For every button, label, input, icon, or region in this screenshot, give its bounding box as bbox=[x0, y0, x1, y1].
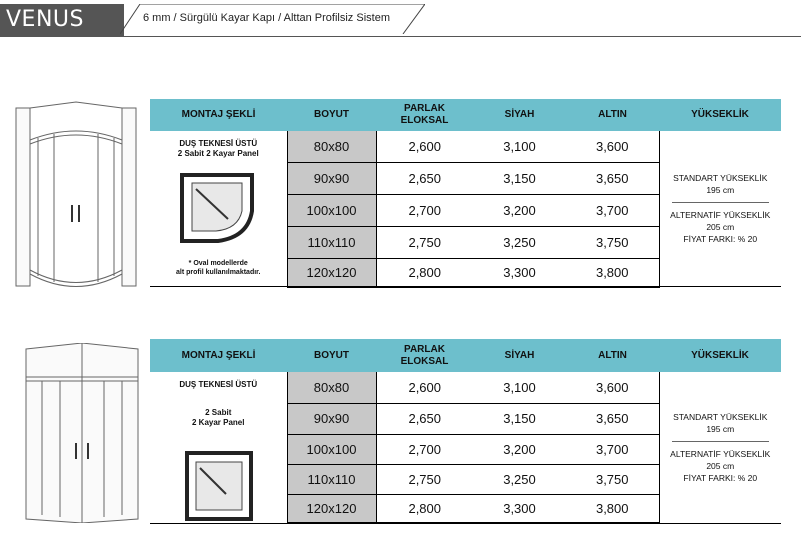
size-cell: 100x100 bbox=[287, 195, 376, 227]
brand-label: VENUS bbox=[0, 4, 124, 36]
subtitle: 6 mm / Sürgülü Kayar Kapı / Alttan Profilsiz Sistem bbox=[143, 12, 390, 24]
size-cell: 120x120 bbox=[287, 494, 376, 523]
col-yukseklik: YÜKSEKLİK bbox=[659, 99, 781, 131]
parlak-cell: 2,800 bbox=[376, 259, 473, 287]
montaj-sub1: 2 Sabit bbox=[205, 408, 232, 417]
altin-cell: 3,800 bbox=[566, 259, 659, 287]
quadrant-cabin-illustration bbox=[14, 100, 138, 290]
siyah-cell: 3,250 bbox=[473, 464, 566, 494]
size-cell: 90x90 bbox=[287, 403, 376, 434]
montaj-cell bbox=[150, 131, 287, 287]
montaj-note1: * Oval modellerde bbox=[188, 260, 248, 267]
price-diff: FİYAT FARKI: % 20 bbox=[683, 234, 758, 244]
parlak-cell: 2,750 bbox=[376, 227, 473, 259]
parlak-cell: 2,700 bbox=[376, 434, 473, 464]
table-header-row bbox=[150, 339, 781, 372]
std-height-label: STANDART YÜKSEKLİK bbox=[673, 173, 768, 183]
header-rule bbox=[0, 36, 801, 37]
price-table-quadrant bbox=[150, 99, 781, 288]
montaj-note2: alt profil kullanılmaktadır. bbox=[176, 269, 261, 276]
size-cell: 110x110 bbox=[287, 464, 376, 494]
square-tray-icon bbox=[184, 450, 254, 522]
brand-tail bbox=[96, 4, 122, 36]
col-parlak bbox=[376, 339, 473, 372]
page-header bbox=[0, 0, 801, 38]
size-cell: 80x80 bbox=[287, 131, 376, 163]
square-cabin-illustration bbox=[22, 343, 142, 523]
siyah-cell: 3,150 bbox=[473, 163, 566, 195]
size-cell: 90x90 bbox=[287, 163, 376, 195]
parlak-cell: 2,700 bbox=[376, 195, 473, 227]
col-yukseklik: YÜKSEKLİK bbox=[659, 339, 781, 372]
altin-cell: 3,600 bbox=[566, 131, 659, 163]
height-divider bbox=[672, 202, 769, 203]
table-row bbox=[150, 131, 781, 163]
col-siyah: SİYAH bbox=[473, 339, 566, 372]
montaj-cell bbox=[150, 372, 287, 523]
col-montaj: MONTAJ ŞEKLİ bbox=[150, 339, 287, 372]
montaj-sub: 2 Sabit 2 Kayar Panel bbox=[177, 149, 259, 158]
col-boyut: BOYUT bbox=[287, 99, 376, 131]
siyah-cell: 3,100 bbox=[473, 372, 566, 403]
table-row bbox=[150, 372, 781, 403]
parlak-cell: 2,750 bbox=[376, 464, 473, 494]
yukseklik-cell bbox=[659, 131, 781, 287]
table-header-row bbox=[150, 99, 781, 131]
col-parlak-line1: PARLAK bbox=[404, 343, 445, 355]
alt-height-label: ALTERNATİF YÜKSEKLİK bbox=[670, 210, 771, 220]
parlak-cell: 2,650 bbox=[376, 403, 473, 434]
siyah-cell: 3,100 bbox=[473, 131, 566, 163]
altin-cell: 3,650 bbox=[566, 163, 659, 195]
price-table-square bbox=[150, 339, 781, 524]
siyah-cell: 3,200 bbox=[473, 434, 566, 464]
siyah-cell: 3,200 bbox=[473, 195, 566, 227]
col-altin: ALTIN bbox=[566, 99, 659, 131]
col-siyah: SİYAH bbox=[473, 99, 566, 131]
siyah-cell: 3,300 bbox=[473, 259, 566, 287]
parlak-cell: 2,650 bbox=[376, 163, 473, 195]
parlak-cell: 2,600 bbox=[376, 131, 473, 163]
montaj-sub2: 2 Kayar Panel bbox=[192, 418, 245, 427]
siyah-cell: 3,300 bbox=[473, 494, 566, 523]
alt-height-value: 205 cm bbox=[706, 222, 735, 232]
altin-cell: 3,750 bbox=[566, 227, 659, 259]
price-diff: FİYAT FARKI: % 20 bbox=[683, 472, 758, 483]
size-cell: 120x120 bbox=[287, 259, 376, 287]
parlak-cell: 2,600 bbox=[376, 372, 473, 403]
col-montaj: MONTAJ ŞEKLİ bbox=[150, 99, 287, 131]
montaj-title: DUŞ TEKNESİ ÜSTÜ bbox=[179, 380, 258, 389]
siyah-cell: 3,150 bbox=[473, 403, 566, 434]
altin-cell: 3,600 bbox=[566, 372, 659, 403]
size-cell: 80x80 bbox=[287, 372, 376, 403]
col-parlak-line2: ELOKSAL bbox=[400, 355, 449, 367]
height-divider bbox=[672, 441, 769, 442]
std-height-value: 195 cm bbox=[706, 185, 735, 195]
quadrant-tray-icon bbox=[178, 171, 256, 245]
col-altin: ALTIN bbox=[566, 339, 659, 372]
montaj-title: DUŞ TEKNESİ ÜSTÜ bbox=[179, 139, 258, 148]
col-parlak-line1: PARLAK bbox=[404, 103, 445, 114]
yukseklik-cell bbox=[659, 372, 781, 523]
std-height-label: STANDART YÜKSEKLİK bbox=[673, 411, 768, 422]
size-cell: 100x100 bbox=[287, 434, 376, 464]
col-parlak-line2: ELOKSAL bbox=[400, 115, 449, 126]
siyah-cell: 3,250 bbox=[473, 227, 566, 259]
altin-cell: 3,700 bbox=[566, 434, 659, 464]
col-parlak bbox=[376, 99, 473, 131]
altin-cell: 3,700 bbox=[566, 195, 659, 227]
altin-cell: 3,650 bbox=[566, 403, 659, 434]
col-boyut: BOYUT bbox=[287, 339, 376, 372]
altin-cell: 3,750 bbox=[566, 464, 659, 494]
altin-cell: 3,800 bbox=[566, 494, 659, 523]
alt-height-value: 205 cm bbox=[706, 460, 735, 471]
std-height-value: 195 cm bbox=[706, 423, 735, 434]
size-cell: 110x110 bbox=[287, 227, 376, 259]
alt-height-label: ALTERNATİF YÜKSEKLİK bbox=[670, 448, 771, 459]
parlak-cell: 2,800 bbox=[376, 494, 473, 523]
